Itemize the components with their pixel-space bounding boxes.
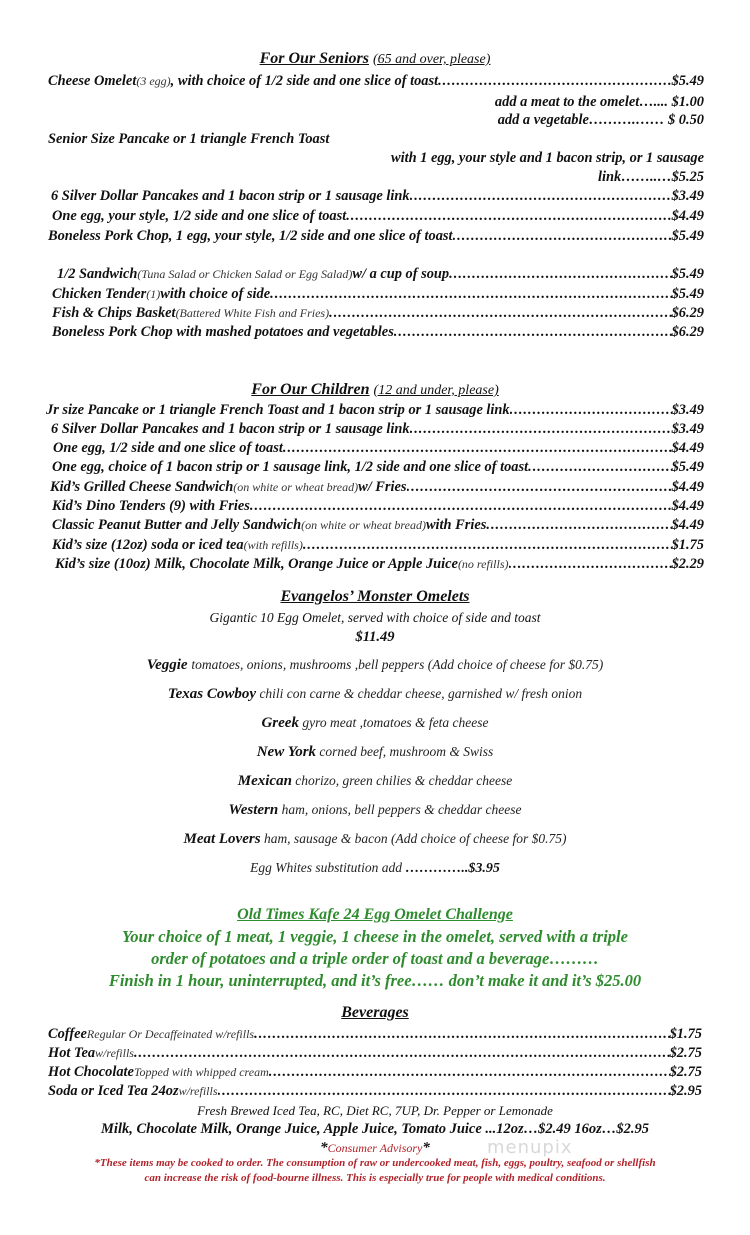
menu-item: Kid’s size (10oz) Milk, Chocolate Milk, Orange Juice or Apple Juice (no refills) ..... $2.29 <box>55 554 704 574</box>
omelets-subtitle: Gigantic 10 Egg Omelet, served with choice of side and toast <box>209 610 541 625</box>
seniors-title: For Our Seniors <box>259 50 369 67</box>
dot-leader <box>254 1024 670 1044</box>
dot-leader <box>510 400 672 420</box>
dot-leader <box>269 1062 670 1082</box>
challenge-line-2: order of potatoes and a triple order of toast and a beverage……… <box>151 949 599 968</box>
dot-leader <box>303 535 672 555</box>
menu-item: One egg, 1/2 side and one slice of toast ..... $4.49 <box>53 438 704 458</box>
omelets-title: Evangelos’ Monster Omelets <box>280 588 470 605</box>
menu-item: Kid’s size (12oz) soda or iced tea (with refills) ..... $1.75 <box>52 535 704 555</box>
advisory-line-2: can increase the risk of food-bourne illness. This is especially true for people with medical conditions. <box>144 1172 606 1184</box>
menu-item: Boneless Pork Chop, 1 egg, your style, 1/2 side and one slice of toast ..... $5.49 <box>48 226 704 246</box>
dot-leader <box>453 226 672 246</box>
dot-leader <box>410 419 672 439</box>
omelet-new-york: New York corned beef, mushroom & Swiss <box>256 744 494 760</box>
menu-item: Fish & Chips Basket (Battered White Fish and Fries) ..... $6.29 <box>52 303 704 323</box>
advisory-heading: *Consumer Advisory* <box>320 1140 430 1156</box>
children-heading <box>0 380 750 401</box>
omelet-western: Western ham, onions, bell peppers & cheddar cheese <box>228 802 522 818</box>
senior-pancake-line2: with 1 egg, your style and 1 bacon strip, or 1 sausage <box>390 150 704 166</box>
advisory-line-1: *These items may be cooked to order. The consumption of raw or undercooked meat, fish, eggs, poultry, seafood or shellfish <box>94 1157 656 1169</box>
omelet-greek: Greek gyro meat ,tomatoes & feta cheese <box>261 715 489 731</box>
menu-item: 6 Silver Dollar Pancakes and 1 bacon strip or 1 sausage link ..... $3.49 <box>51 186 704 206</box>
beverage-item: Hot Chocolate Topped with whipped cream ..... $2.75 <box>48 1062 702 1082</box>
menu-item: Jr size Pancake or 1 triangle French Toast and 1 bacon strip or 1 sausage link ..... $3.49 <box>46 400 704 420</box>
addon-vegetable: add a vegetable……….…… $ 0.50 <box>497 112 704 128</box>
dot-leader <box>394 322 672 342</box>
menu-item: Chicken Tender (1) with choice of side ..... $5.49 <box>52 284 704 304</box>
dot-leader <box>134 1043 670 1063</box>
juice-line: Milk, Chocolate Milk, Orange Juice, Apple Juice, Tomato Juice ...12oz…$2.49 16oz…$2.95 <box>101 1121 649 1137</box>
seniors-note: (65 and over, please) <box>372 52 491 67</box>
egg-whites-substitution: Egg Whites substitution add …………..$3.95 <box>250 860 500 876</box>
dot-leader <box>270 284 671 304</box>
challenge-line-1: Your choice of 1 meat, 1 veggie, 1 cheese in the omelet, served with a triple <box>122 927 628 946</box>
menu-item: 1/2 Sandwich (Tuna Salad or Chicken Salad or Egg Salad) w/ a cup of soup ..... $5.49 <box>57 264 704 284</box>
omelet-veggie: Veggie tomatoes, onions, mushrooms ,bell peppers (Add choice of cheese for $0.75) <box>146 657 604 673</box>
menu-item: Kid’s Dino Tenders (9) with Fries ..... $4.49 <box>52 496 704 516</box>
dot-leader <box>449 264 671 284</box>
omelets-price: $11.49 <box>355 629 395 645</box>
menu-item: Kid’s Grilled Cheese Sandwich (on white or wheat bread) w/ Fries ..... $4.49 <box>50 477 704 497</box>
beverage-item: Coffee Regular Or Decaffeinated w/refills ..... $1.75 <box>48 1024 702 1044</box>
dot-leader <box>250 496 672 516</box>
price: $5.49 <box>671 73 704 89</box>
dot-leader <box>346 206 671 226</box>
dot-leader <box>509 554 672 574</box>
senior-pancake-line1: Senior Size Pancake or 1 triangle French Toast <box>48 131 330 147</box>
dot-leader <box>486 515 671 535</box>
omelet-mexican: Mexican chorizo, green chilies & cheddar cheese <box>237 773 513 789</box>
omelet-texas-cowboy: Texas Cowboy chili con carne & cheddar cheese, garnished w/ fresh onion <box>167 686 583 702</box>
dot-leader <box>438 71 672 91</box>
addon-meat: add a meat to the omelet….... $1.00 <box>494 94 704 110</box>
beverages-title: Beverages <box>341 1004 409 1021</box>
omelet-meat-lovers: Meat Lovers ham, sausage & bacon (Add choice of cheese for $0.75) <box>183 831 567 847</box>
children-title: For Our Children <box>251 381 370 398</box>
beverage-item: Hot Tea w/refills ..... $2.75 <box>48 1043 702 1063</box>
challenge-title: Old Times Kafe 24 Egg Omelet Challenge <box>237 906 513 923</box>
challenge-line-3: Finish in 1 hour, uninterrupted, and it’s free…… don’t make it and it’s $25.00 <box>108 971 642 990</box>
menu-item: Boneless Pork Chop with mashed potatoes and vegetables ..... $6.29 <box>52 322 704 342</box>
dot-leader <box>218 1081 670 1101</box>
dot-leader <box>329 303 672 323</box>
menu-item: One egg, choice of 1 bacon strip or 1 sausage link, 1/2 side and one slice of toast ..... $5.49 <box>52 457 704 477</box>
menu-item: Classic Peanut Butter and Jelly Sandwich (on white or wheat bread) with Fries ..... $4.49 <box>52 515 704 535</box>
menu-item: One egg, your style, 1/2 side and one slice of toast ..... $4.49 <box>52 206 704 226</box>
dot-leader <box>410 186 672 206</box>
beverage-item: Soda or Iced Tea 24oz w/refills ..... $2.95 <box>48 1081 702 1101</box>
dot-leader <box>528 457 672 477</box>
dot-leader <box>407 477 672 497</box>
seniors-heading <box>0 49 750 70</box>
senior-pancake-line3: link……..…$5.25 <box>598 169 704 185</box>
children-note: (12 and under, please) <box>373 383 499 398</box>
soda-options: Fresh Brewed Iced Tea, RC, Diet RC, 7UP, Dr. Pepper or Lemonade <box>197 1103 553 1118</box>
menu-item: Cheese Omelet (3 egg) , with choice of 1/2 side and one slice of toast ..... $5.49 <box>48 71 704 91</box>
watermark: menupix <box>487 1137 573 1158</box>
advisory-title: Consumer Advisory <box>327 1141 423 1155</box>
menu-item: 6 Silver Dollar Pancakes and 1 bacon strip or 1 sausage link ..... $3.49 <box>51 419 704 439</box>
dot-leader <box>283 438 672 458</box>
